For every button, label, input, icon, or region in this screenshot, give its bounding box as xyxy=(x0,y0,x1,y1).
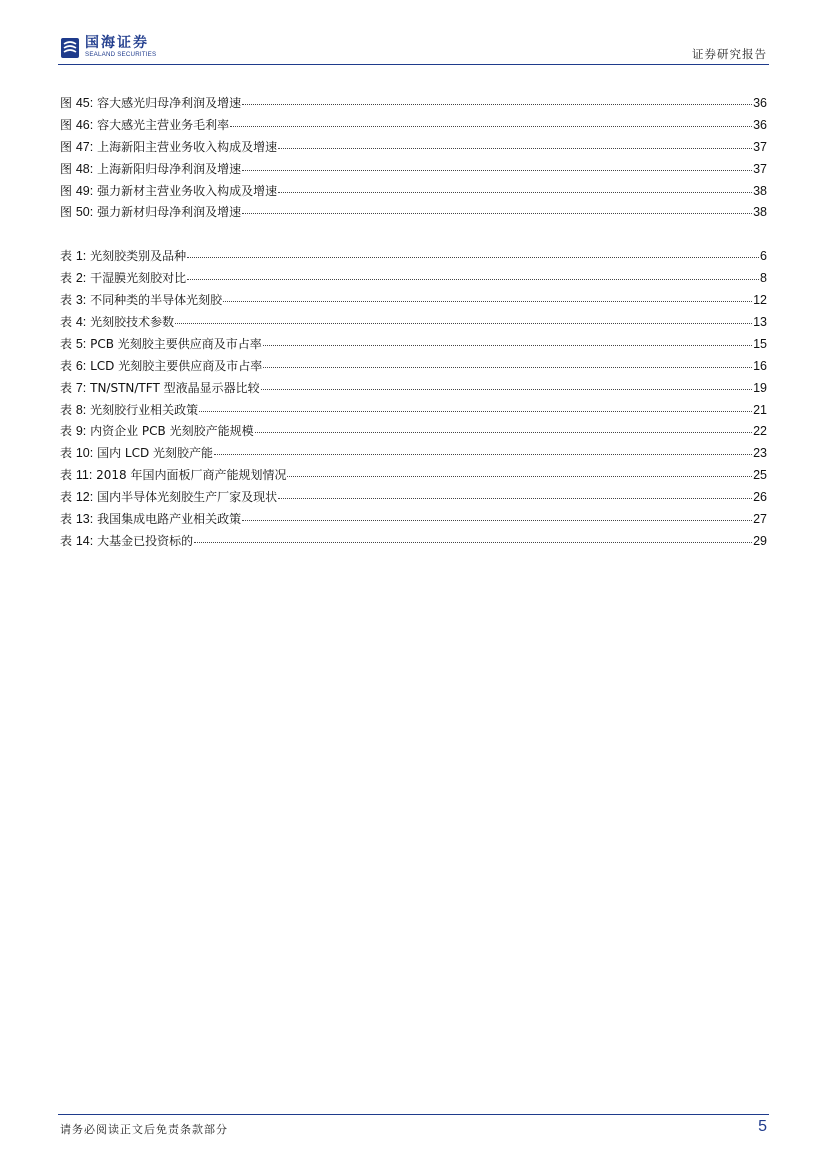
page-number: 5 xyxy=(758,1118,767,1135)
figure-toc-label xyxy=(60,181,277,203)
table-prefix: 表 xyxy=(60,533,73,548)
table-prefix: 表 xyxy=(60,424,73,439)
dot-leader xyxy=(278,191,752,193)
table-page-number: 21 xyxy=(753,402,767,417)
dot-leader xyxy=(242,169,752,171)
table-page-number: 29 xyxy=(753,533,767,548)
table-title: 光刻胶类别及品种 xyxy=(90,249,187,264)
logo-chinese-name: 国海证券 xyxy=(85,35,149,51)
figure-toc-label xyxy=(60,93,241,115)
table-toc-label xyxy=(60,246,186,268)
table-toc-entry[interactable] xyxy=(60,509,767,531)
figure-toc-label xyxy=(60,137,277,159)
table-number: 7: xyxy=(75,380,87,395)
table-toc-label xyxy=(60,290,222,312)
table-number: 4: xyxy=(75,315,87,330)
dot-leader xyxy=(187,278,759,280)
table-number: 11: xyxy=(75,468,93,483)
table-number: 3: xyxy=(75,293,87,308)
table-toc-entry[interactable] xyxy=(60,246,767,268)
figure-prefix: 图 xyxy=(60,183,73,198)
table-number: 12: xyxy=(75,490,94,505)
table-toc-entry[interactable] xyxy=(60,487,767,509)
dot-leader xyxy=(242,519,752,521)
table-title: 国内 LCD 光刻胶产能 xyxy=(97,446,213,461)
table-index-list xyxy=(60,246,767,552)
figure-page-number: 36 xyxy=(753,117,767,132)
figure-number: 45: xyxy=(75,96,94,110)
table-page-number: 16 xyxy=(753,358,767,373)
figure-title: 强力新材归母净利润及增速 xyxy=(97,205,242,220)
table-number: 8: xyxy=(75,402,87,417)
table-toc-entry[interactable] xyxy=(60,312,767,334)
table-prefix: 表 xyxy=(60,490,73,505)
dot-leader xyxy=(187,256,759,258)
table-toc-label xyxy=(60,509,241,531)
figure-toc-label xyxy=(60,159,241,181)
table-prefix: 表 xyxy=(60,293,73,308)
figure-number: 47: xyxy=(75,139,94,154)
footer-disclaimer: 请务必阅读正文后免责条款部分 xyxy=(60,1123,228,1136)
dot-leader xyxy=(175,322,752,324)
sealand-logo-icon xyxy=(60,37,80,59)
figure-prefix: 图 xyxy=(60,96,73,110)
table-number: 5: xyxy=(75,336,87,351)
dot-leader xyxy=(223,300,752,302)
table-title: 国内半导体光刻胶生产厂家及现状 xyxy=(97,490,278,505)
figure-toc-entry[interactable] xyxy=(60,93,767,115)
table-title: 不同种类的半导体光刻胶 xyxy=(90,293,223,308)
logo-english-name: SEALAND SECURITIES xyxy=(85,51,157,58)
table-prefix: 表 xyxy=(60,380,73,395)
table-prefix: 表 xyxy=(60,336,73,351)
figure-number: 48: xyxy=(75,161,94,176)
figure-prefix: 图 xyxy=(60,139,73,154)
figure-number: 49: xyxy=(75,183,94,198)
page-header xyxy=(0,0,827,66)
table-prefix: 表 xyxy=(60,249,73,264)
table-page-number: 19 xyxy=(753,380,767,395)
dot-leader xyxy=(255,431,753,433)
table-page-number: 26 xyxy=(753,490,767,505)
table-prefix: 表 xyxy=(60,271,73,286)
table-toc-label xyxy=(60,421,254,443)
table-toc-label xyxy=(60,268,186,290)
figure-toc-entry[interactable] xyxy=(60,137,767,159)
table-toc-label xyxy=(60,400,198,422)
table-title: TN/STN/TFT 型液晶显示器比较 xyxy=(90,380,260,395)
table-title: 大基金已投资标的 xyxy=(97,533,194,548)
dot-leader xyxy=(287,475,752,477)
table-prefix: 表 xyxy=(60,315,73,330)
figure-page-number: 38 xyxy=(753,205,767,220)
table-toc-entry[interactable] xyxy=(60,334,767,356)
table-number: 6: xyxy=(75,358,87,373)
table-title: 2018 年国内面板厂商产能规划情况 xyxy=(96,468,287,483)
figure-toc-entry[interactable] xyxy=(60,115,767,137)
table-number: 9: xyxy=(75,424,87,439)
table-toc-entry[interactable] xyxy=(60,421,767,443)
dot-leader xyxy=(230,125,752,127)
figure-title: 容大感光归母净利润及增速 xyxy=(97,96,242,110)
table-title: PCB 光刻胶主要供应商及市占率 xyxy=(90,336,262,351)
figure-page-number: 37 xyxy=(753,139,767,154)
table-toc-entry[interactable] xyxy=(60,400,767,422)
footer-divider xyxy=(58,1114,769,1115)
table-prefix: 表 xyxy=(60,512,73,527)
table-toc-label xyxy=(60,443,213,465)
figure-title: 上海新阳主营业务收入构成及增速 xyxy=(97,139,278,154)
figure-page-number: 38 xyxy=(753,183,767,198)
figure-title: 容大感光主营业务毛利率 xyxy=(97,117,230,132)
figure-page-number: 36 xyxy=(753,96,767,110)
dot-leader xyxy=(263,366,752,368)
figure-toc-entry[interactable] xyxy=(60,159,767,181)
figure-prefix: 图 xyxy=(60,161,73,176)
figure-prefix: 图 xyxy=(60,117,73,132)
table-toc-entry[interactable] xyxy=(60,443,767,465)
table-toc-entry[interactable] xyxy=(60,290,767,312)
figure-toc-entry[interactable] xyxy=(60,202,767,224)
figure-toc-label xyxy=(60,202,241,224)
table-prefix: 表 xyxy=(60,446,73,461)
table-title: 光刻胶行业相关政策 xyxy=(90,402,199,417)
table-title: 内资企业 PCB 光刻胶产能规模 xyxy=(90,424,254,439)
figure-page-number: 37 xyxy=(753,161,767,176)
dot-leader xyxy=(261,388,753,390)
table-number: 10: xyxy=(75,446,94,461)
table-number: 2: xyxy=(75,271,87,286)
table-number: 1: xyxy=(75,249,87,264)
table-toc-entry[interactable] xyxy=(60,378,767,400)
table-page-number: 25 xyxy=(753,468,767,483)
dot-leader xyxy=(242,212,752,214)
table-title: 光刻胶技术参数 xyxy=(90,315,175,330)
table-toc-entry[interactable] xyxy=(60,356,767,378)
table-toc-entry[interactable] xyxy=(60,465,767,487)
figure-prefix: 图 xyxy=(60,205,73,220)
header-divider xyxy=(58,64,769,65)
figure-index-list xyxy=(60,93,767,224)
table-page-number: 6 xyxy=(760,249,767,264)
figure-title: 上海新阳归母净利润及增速 xyxy=(97,161,242,176)
table-page-number: 27 xyxy=(753,512,767,527)
table-title: 干湿膜光刻胶对比 xyxy=(90,271,187,286)
table-toc-label xyxy=(60,465,286,487)
table-page-number: 13 xyxy=(753,315,767,330)
table-title: LCD 光刻胶主要供应商及市占率 xyxy=(90,358,263,373)
table-page-number: 8 xyxy=(760,271,767,286)
table-toc-label xyxy=(60,487,277,509)
figure-title: 强力新材主营业务收入构成及增速 xyxy=(97,183,278,198)
table-page-number: 22 xyxy=(753,424,767,439)
dot-leader xyxy=(278,147,752,149)
dot-leader xyxy=(199,410,752,412)
table-toc-label xyxy=(60,531,193,553)
table-toc-label xyxy=(60,378,260,400)
report-type-label: 证券研究报告 xyxy=(692,47,767,61)
figure-number: 50: xyxy=(75,205,94,220)
table-toc-label xyxy=(60,312,174,334)
table-toc-label xyxy=(60,334,262,356)
table-of-contents xyxy=(60,93,767,553)
dot-leader xyxy=(214,453,752,455)
table-prefix: 表 xyxy=(60,468,73,483)
table-toc-entry[interactable] xyxy=(60,268,767,290)
table-page-number: 12 xyxy=(753,293,767,308)
table-prefix: 表 xyxy=(60,358,73,373)
table-page-number: 15 xyxy=(753,336,767,351)
table-number: 13: xyxy=(75,512,94,527)
dot-leader xyxy=(242,103,752,105)
figure-toc-entry[interactable] xyxy=(60,181,767,203)
table-toc-entry[interactable] xyxy=(60,531,767,553)
company-logo xyxy=(60,36,156,59)
table-title: 我国集成电路产业相关政策 xyxy=(97,512,242,527)
figure-number: 46: xyxy=(75,117,94,132)
table-number: 14: xyxy=(75,533,94,548)
dot-leader xyxy=(263,344,752,346)
dot-leader xyxy=(194,541,752,543)
table-toc-label xyxy=(60,356,262,378)
table-page-number: 23 xyxy=(753,446,767,461)
table-prefix: 表 xyxy=(60,402,73,417)
figure-toc-label xyxy=(60,115,229,137)
dot-leader xyxy=(278,497,752,499)
